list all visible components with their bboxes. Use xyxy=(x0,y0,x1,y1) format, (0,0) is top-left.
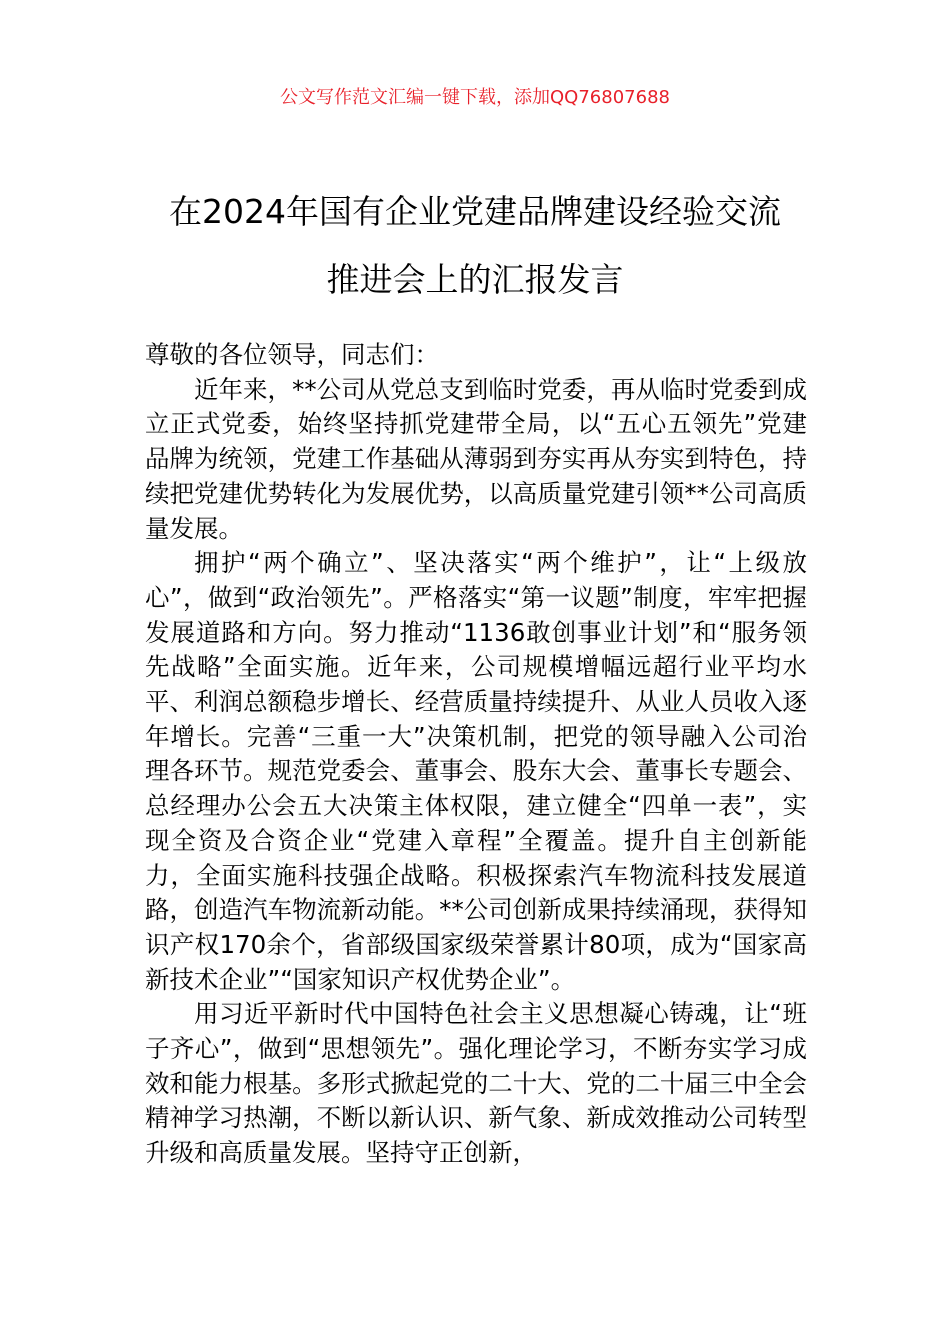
paragraph: 近年来，**公司从党总支到临时党委，再从临时党委到成立正式党委，始终坚持抓党建带全局，以“五心五领先”党建品牌为统领，党建工作基础从薄弱到夯实再从夯实到特色，持续把党建优势转化为发展优势，以高质量党建引领**公司高质量发展。 xyxy=(145,374,807,543)
title-line-1: 在2024年国有企业党建品牌建设经验交流 xyxy=(169,192,781,231)
document-body xyxy=(145,338,807,1171)
paragraph: 用习近平新时代中国特色社会主义思想凝心铸魂，让“班子齐心”，做到“思想领先”。强化理论学习，不断夯实学习成效和能力根基。多形式掀起党的二十大、党的二十届三中全会精神学习热潮，不断以新认识、新气象、新成效推动公司转型升级和高质量发展。坚持守正创新， xyxy=(145,999,807,1168)
paragraph: 拥护“两个确立”、坚决落实“两个维护”，让“上级放心”，做到“政治领先”。严格落实“第一议题”制度，牢牢把握发展道路和方向。努力推动“1136敢创事业计划”和“服务领先战略”全面实施。近年来，公司规模增幅远超行业平均水平、利润总额稳步增长、经营质量持续提升、从业人员收入逐年增长。完善“三重一大”决策机制，把党的领导融入公司治理各环节。规范党委会、董事会、股东大会、董事长专题会、总经理办公会五大决策主体权限，建立健全“四单一表”，实现全资及合资企业“党建入章程”全覆盖。提升自主创新能力，全面实施科技强企战略。积极探索汽车物流科技发展道路，创造汽车物流新动能。**公司创新成果持续涌现，获得知识产权170余个，省部级国家级荣誉累计80项，成为“国家高新技术企业”“国家知识产权优势企业”。 xyxy=(145,548,807,994)
download-banner: 公文写作范文汇编一键下载，添加QQ76807688 xyxy=(280,87,670,108)
greeting: 尊敬的各位领导，同志们： xyxy=(145,340,439,369)
document-title xyxy=(100,178,850,314)
title-line-2: 推进会上的汇报发言 xyxy=(326,260,624,299)
